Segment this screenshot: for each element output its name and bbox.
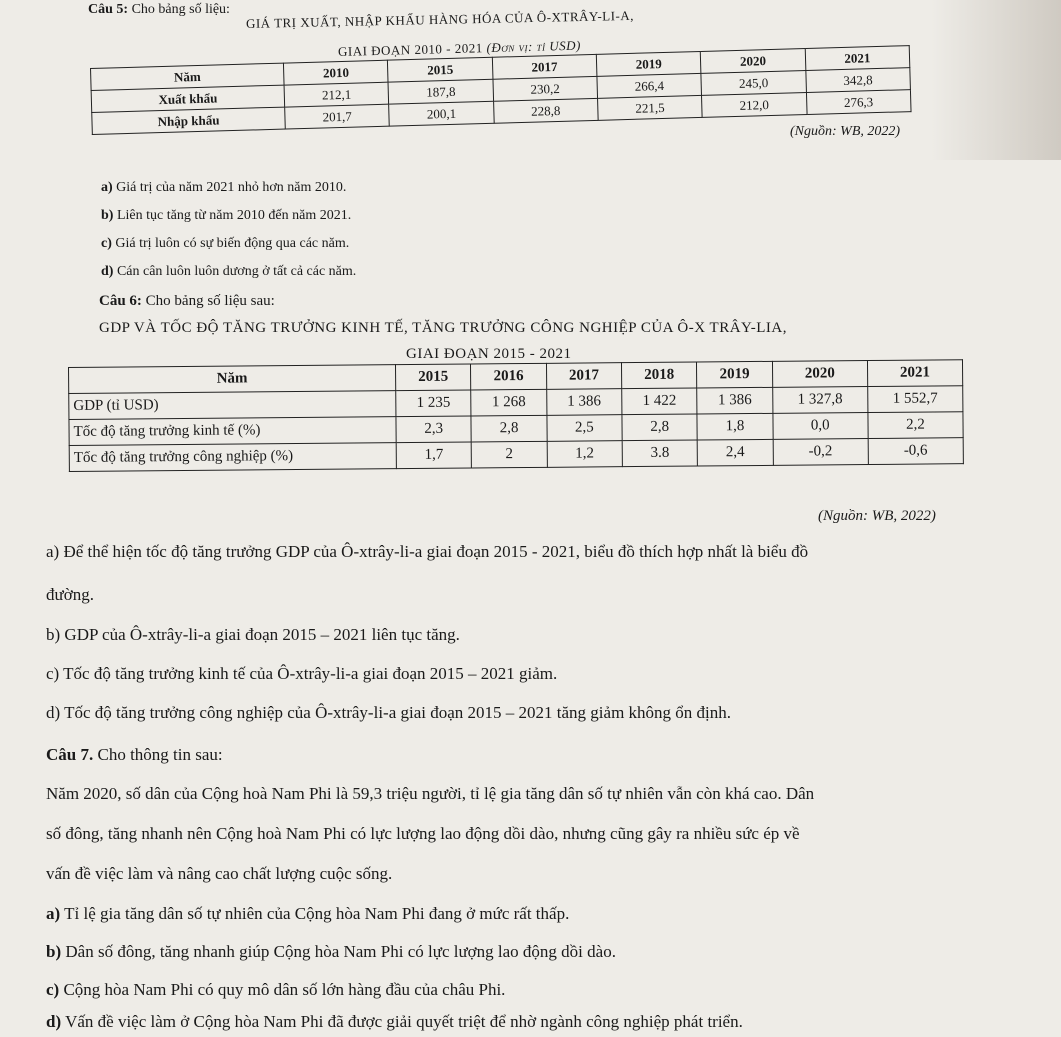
q6-table — [68, 359, 964, 472]
q7-intro: Cho thông tin sau: — [97, 745, 223, 764]
q6-source: (Nguồn: WB, 2022) — [818, 508, 936, 524]
table-cell: 200,1 — [389, 101, 494, 126]
option-text: đường. — [46, 585, 94, 604]
q6-header — [99, 293, 275, 310]
option-text: GDP của Ô-xtrây-li-a giai đoạn 2015 – 2021 liên tục tăng. — [64, 625, 460, 644]
q5-intro: Cho bảng số liệu: — [131, 2, 230, 17]
table-cell: 0,0 — [773, 413, 868, 440]
table-cell: 230,2 — [493, 76, 598, 101]
table-cell: 201,7 — [285, 104, 390, 129]
table-cell: 2015 — [388, 57, 493, 82]
table-cell: -0,6 — [868, 438, 963, 465]
table-cell: 2 — [471, 441, 547, 468]
table-cell: 342,8 — [805, 68, 910, 93]
table-cell: 2,2 — [868, 412, 963, 439]
table-cell: 221,5 — [598, 95, 703, 120]
q5-header — [88, 2, 230, 18]
q6-table-title: GDP VÀ TỐC ĐỘ TĂNG TRƯỞNG KINH TẾ, TĂNG TRƯỞNG CÔNG NGHIỆP CỦA Ô-X TRÂY-LIA, — [99, 320, 787, 336]
table-cell: 2,8 — [471, 415, 547, 442]
table-cell: Tốc độ tăng trưởng công nghiệp (%) — [69, 443, 396, 472]
table-cell: 2020 — [701, 49, 806, 74]
table-cell: 1 268 — [471, 389, 547, 416]
q5-table-title: GIÁ TRỊ XUẤT, NHẬP KHẨU HÀNG HÓA CỦA Ô-XTRÂY-LI-A, — [245, 7, 635, 31]
option-letter: d) — [46, 1012, 62, 1031]
table-cell: 2010 — [284, 60, 389, 85]
option-text: Vấn đề việc làm ở Cộng hòa Nam Phi đã được giải quyết triệt để nhờ ngành công nghiệp phát triển. — [65, 1012, 743, 1031]
table-cell: 2016 — [471, 363, 547, 390]
option-letter: b) — [101, 208, 114, 223]
q5-unit: (Đơn vị: tỉ USD) — [486, 37, 582, 56]
option-text: Cán cân luôn luôn dương ở tất cả các năm. — [116, 264, 357, 279]
option-text: Giá trị luôn có sự biến động qua các năm. — [115, 236, 350, 251]
table-cell: 2019 — [697, 361, 773, 388]
q7-option-a — [46, 904, 569, 924]
option-text: Tốc độ tăng trưởng công nghiệp của Ô-xtrây-li-a giai đoạn 2015 – 2021 tăng giảm không ổn định. — [64, 703, 732, 722]
table-cell: Xuất khẩu — [91, 85, 285, 112]
option-text: Để thể hiện tốc độ tăng trưởng GDP của Ô-xtrây-li-a giai đoạn 2015 - 2021, biểu đồ thích hợp nhất là biểu đồ — [63, 542, 809, 561]
table-cell: -0,2 — [773, 439, 868, 466]
q6-option-a-continued — [46, 585, 94, 605]
option-letter: c) — [101, 236, 112, 251]
table-cell: 2019 — [596, 51, 701, 76]
table-cell: 2,3 — [396, 416, 472, 443]
option-text: Tỉ lệ gia tăng dân số tự nhiên của Cộng hòa Nam Phi đang ở mức rất thấp. — [64, 904, 570, 923]
table-cell: 212,1 — [284, 82, 389, 107]
option-letter: a) — [46, 904, 61, 923]
q7-option-c — [46, 980, 505, 1000]
table-cell: Năm — [91, 63, 285, 90]
table-cell: 1 386 — [697, 387, 773, 414]
table-cell: 2,8 — [622, 414, 698, 441]
q5-label: Câu 5: — [88, 2, 129, 17]
option-letter: b) — [46, 625, 61, 644]
table-cell: Năm — [69, 365, 396, 394]
q5-period: GIAI ĐOẠN 2010 - 2021 — [337, 40, 483, 59]
table-cell: 266,4 — [597, 73, 702, 98]
q6-option-c — [46, 664, 557, 684]
table-cell: 2017 — [546, 363, 622, 390]
table-cell: 1 422 — [622, 388, 698, 415]
table-cell: 2021 — [867, 360, 962, 387]
q7-paragraph-line: Năm 2020, số dân của Cộng hoà Nam Phi là 59,3 triệu người, tỉ lệ gia tăng dân số tự nhiên vẫn còn khá cao. Dân — [46, 784, 815, 803]
q6-option-b — [46, 625, 460, 645]
option-letter: c) — [46, 980, 60, 999]
q7-paragraph-line: số đông, tăng nhanh nên Cộng hoà Nam Phi có lực lượng lao động dồi dào, nhưng cũng gây ra nhiều sức ép về — [46, 824, 800, 843]
table-cell: 2,4 — [697, 439, 773, 466]
q6-intro: Cho bảng số liệu sau: — [145, 293, 275, 309]
q7-header — [46, 745, 223, 765]
table-cell: 1 327,8 — [772, 387, 867, 414]
option-letter: d) — [101, 264, 114, 279]
option-letter: b) — [46, 942, 62, 961]
q6-option-a — [46, 542, 808, 562]
table-cell: 1 552,7 — [867, 386, 962, 413]
table-cell: 2018 — [621, 362, 697, 389]
table-cell: 2,5 — [547, 415, 623, 442]
q6-table-subtitle: GIAI ĐOẠN 2015 - 2021 — [406, 346, 572, 362]
option-text: Tốc độ tăng trưởng kinh tế của Ô-xtrây-li-a giai đoạn 2015 – 2021 giảm. — [63, 664, 558, 683]
q5-option-b — [101, 208, 351, 224]
table-cell: 1,2 — [547, 441, 623, 468]
table-cell: Tốc độ tăng trưởng kinh tế (%) — [69, 417, 396, 446]
table-cell: 2021 — [805, 46, 910, 71]
table-cell: 1 386 — [546, 389, 622, 416]
option-text: Liên tục tăng từ năm 2010 đến năm 2021. — [116, 208, 352, 223]
table-cell: 1 235 — [396, 390, 472, 417]
table-cell: 212,0 — [702, 93, 807, 118]
table-cell: 1,8 — [697, 413, 773, 440]
option-letter: c) — [46, 664, 60, 683]
table-cell: 1,7 — [396, 442, 472, 469]
option-text: Cộng hòa Nam Phi có quy mô dân số lớn hàng đầu của châu Phi. — [63, 980, 506, 999]
table-cell: 245,0 — [701, 71, 806, 96]
table-cell: 3.8 — [622, 440, 698, 467]
option-letter: a) — [101, 180, 113, 195]
table-cell: 2017 — [492, 54, 597, 79]
option-text: Giá trị của năm 2021 nhỏ hơn năm 2010. — [116, 180, 347, 195]
table-cell: Nhập khẩu — [92, 107, 286, 134]
table-cell: 187,8 — [388, 79, 493, 104]
q7-paragraph-line: vấn đề việc làm và nâng cao chất lượng cuộc sống. — [46, 864, 393, 883]
q7-option-b — [46, 942, 616, 962]
table-cell: 2020 — [772, 361, 867, 388]
q5-table — [90, 45, 912, 135]
option-text: Dân số đông, tăng nhanh giúp Cộng hòa Nam Phi có lực lượng lao động dồi dào. — [65, 942, 616, 961]
page-shadow — [931, 0, 1061, 160]
q5-option-d — [101, 264, 356, 280]
table-cell: 276,3 — [806, 90, 911, 115]
q5-option-a — [101, 180, 346, 196]
q7-label: Câu 7. — [46, 745, 94, 764]
table-cell: GDP (tỉ USD) — [69, 391, 396, 420]
q5-option-c — [101, 236, 349, 252]
q7-option-d — [46, 1012, 743, 1032]
q6-label: Câu 6: — [99, 293, 142, 309]
table-cell: 2015 — [395, 364, 471, 391]
q5-source: (Nguồn: WB, 2022) — [790, 124, 901, 139]
table-cell: 228,8 — [493, 98, 598, 123]
option-letter: a) — [46, 542, 60, 561]
option-letter: d) — [46, 703, 61, 722]
q6-option-d — [46, 703, 731, 723]
